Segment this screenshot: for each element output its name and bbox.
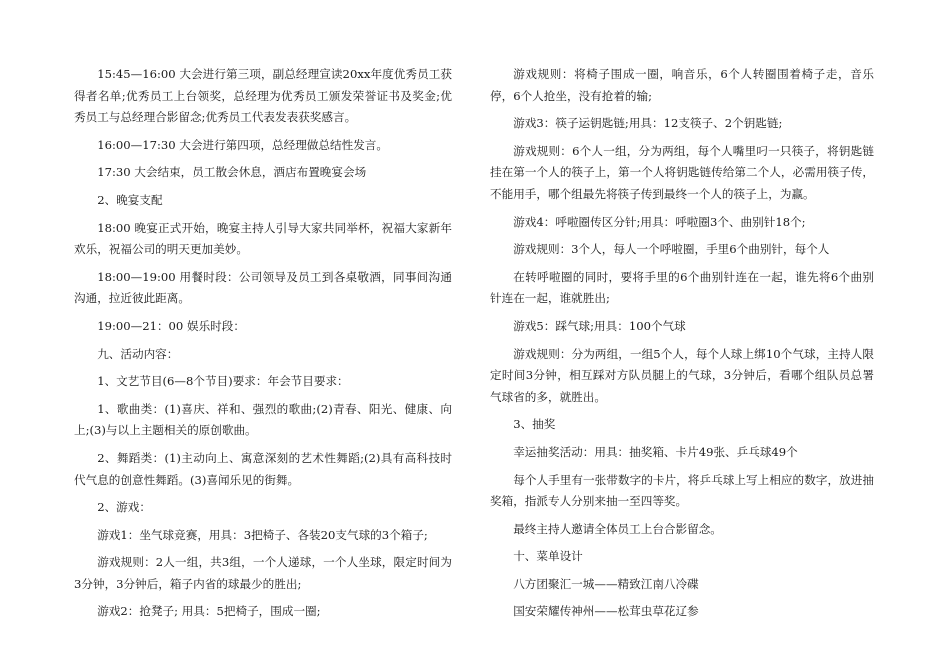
paragraph-game-1-rules: 游戏规则：2人一组，共3组，一个人递球，一个人坐球，限定时间为3分钟，3分钟后，箱子内省的球最少的胜出; [74, 555, 452, 591]
paragraph-songs: 1、歌曲类：(1)喜庆、祥和、强烈的歌曲;(2)青春、阳光、健康、向上;(3)与以上主题相关的原创歌曲。 [74, 401, 452, 438]
left-column [74, 64, 452, 629]
paragraph-game-4-rules: 游戏规则：3个人，每人一个呼啦圈，手里6个曲别针，每个人 [513, 242, 830, 257]
heading-menu-design: 十、菜单设计 [513, 549, 583, 564]
paragraph-game-5-rules: 游戏规则：分为两组，一组5个人，每个人球上绑10个气球，主持人限定时间3分钟，相互踩对方队员腿上的气球，3分钟后，看哪个组队员总署气球省的多，就胜出。 [490, 346, 874, 404]
paragraph-game-2-rules: 游戏规则：将椅子围成一圈，响音乐，6个人转圈围着椅子走，音乐停，6个人抢坐，没有抢着的输; [490, 67, 874, 103]
paragraph-dinner-time: 18:00—19:00 用餐时段：公司领导及员工到各桌敬酒，同事间沟通沟通，拉近彼此距离。 [74, 269, 452, 306]
paragraph-group-photo: 最终主持人邀请全体员工上台合影留念。 [513, 521, 722, 536]
paragraph-banquet-start: 18:00 晚宴正式开始，晚宴主持人引导大家共同举杯，祝福大家新年欢乐，祝福公司的明天更加美妙。 [74, 220, 452, 257]
paragraph-game-5: 游戏5：踩气球;用具：100个气球 [513, 318, 686, 333]
paragraph-awards-schedule: 15:45—16:00 大会进行第三项，副总经理宣读20xx年度优秀员工获得者名单;优秀员工上台领奖，总经理为优秀员工颁发荣誉证书及奖金;优秀员工与总经理合影留念;优秀员工代表发表获奖感言。 [74, 67, 452, 125]
paragraph-game-2: 游戏2：抢凳子; 用具：5把椅子，围成一圈; [97, 604, 321, 619]
paragraph-game-4: 游戏4：呼啦圈传区分针;用具：呼啦圈3个、曲别针18个; [513, 214, 806, 229]
paragraph-game-3-rules: 游戏规则：6个人一组，分为两组，每个人嘴里叼一只筷子，将钥匙链挂在第一个人的筷子上，第一个人将钥匙链传给第二个人，必需用筷子传，不能用手，哪个组最先将筷子传到最终一个人的筷子上，为赢。 [490, 143, 874, 201]
paragraph-lottery-tools: 幸运抽奖活动：用具：抽奖箱、卡片49张、乒乓球49个 [513, 444, 798, 459]
heading-banquet: 2、晚宴支配 [97, 192, 163, 207]
paragraph-game-3: 游戏3：筷子运钥匙链;用具：12支筷子、2个钥匙链; [513, 116, 783, 131]
menu-item-2: 国安荣耀传神州——松茸虫草花辽参 [513, 604, 699, 619]
heading-games: 2、游戏： [97, 500, 151, 515]
paragraph-lottery-process: 每个人手里有一张带数字的卡片，将乒乓球上写上相应的数字，放进抽奖箱，指派专人分别来抽一至四等奖。 [490, 472, 874, 509]
paragraph-summary-speech: 16:00—17:30 大会进行第四项，总经理做总结性发言。 [97, 137, 388, 152]
right-column [490, 64, 874, 629]
paragraph-entertainment-time: 19:00—21：00 娱乐时段： [97, 318, 245, 333]
paragraph-dances: 2、舞蹈类：(1)主动向上、寓意深刻的艺术性舞蹈;(2)具有高科技时代气息的创意性舞蹈。(3)喜闻乐见的街舞。 [74, 450, 452, 487]
paragraph-game-1: 游戏1：坐气球竞赛，用具：3把椅子、各装20支气球的3个箱子; [97, 527, 428, 542]
paragraph-performance-requirements: 1、文艺节目(6—8个节目)要求：年会节目要求： [97, 374, 349, 389]
heading-activities: 九、活动内容： [97, 346, 179, 361]
menu-item-1: 八方团聚汇一城——精致江南八冷碟 [513, 576, 699, 591]
paragraph-meeting-end: 17:30 大会结束，员工散会休息，酒店布置晚宴会场 [97, 165, 367, 180]
heading-lottery: 3、抽奖 [513, 417, 556, 432]
paragraph-game-4-rules-continued: 在转呼啦圈的同时，要将手里的6个曲别针连在一起，谁先将6个曲别针连在一起，谁就胜出; [490, 269, 874, 306]
